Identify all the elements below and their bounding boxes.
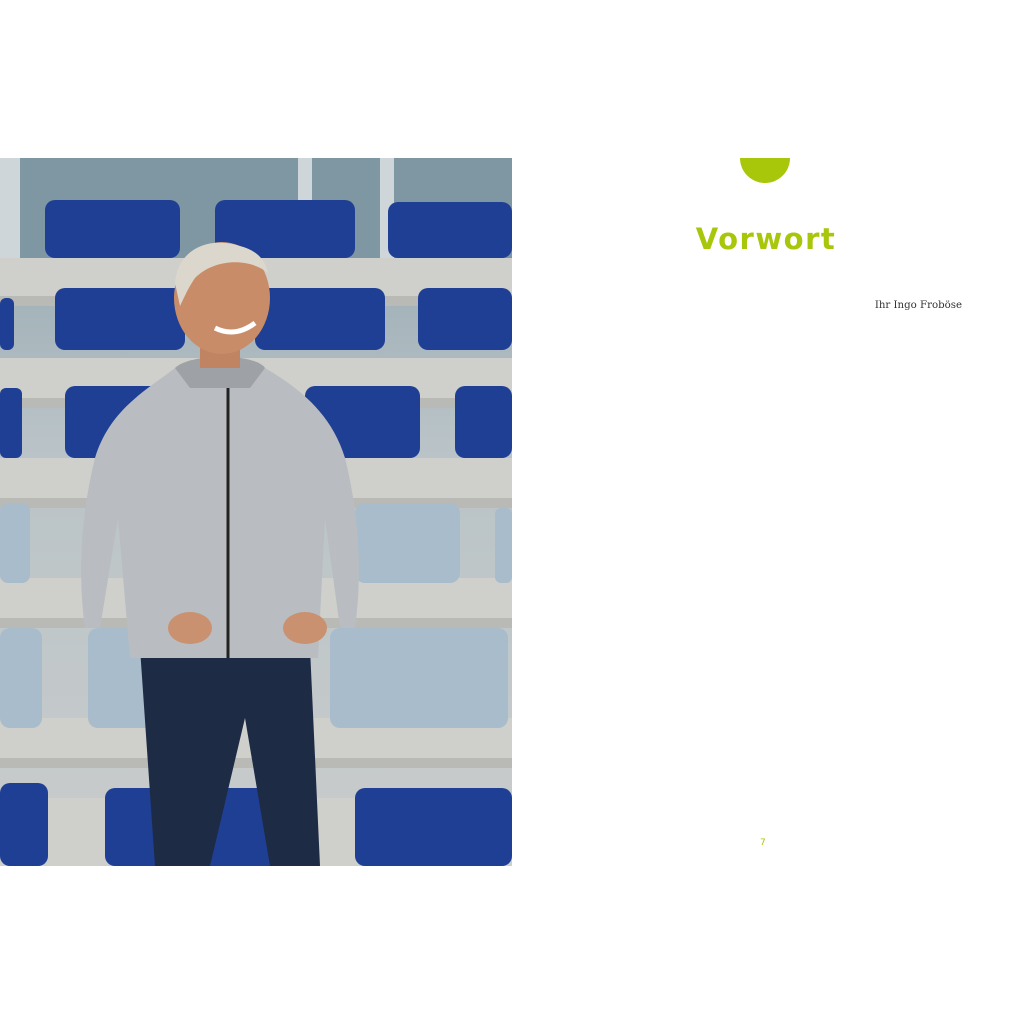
man-in-stadium-photo-icon	[0, 158, 512, 866]
signature: Ihr Ingo Froböse	[874, 299, 962, 311]
page-title: Vorwort	[695, 222, 837, 256]
text-column-right	[772, 285, 962, 327]
text-column-left	[566, 285, 756, 299]
accent-semicircle	[740, 158, 790, 183]
page-number: 7	[760, 838, 766, 848]
stadium-photo	[0, 158, 512, 866]
